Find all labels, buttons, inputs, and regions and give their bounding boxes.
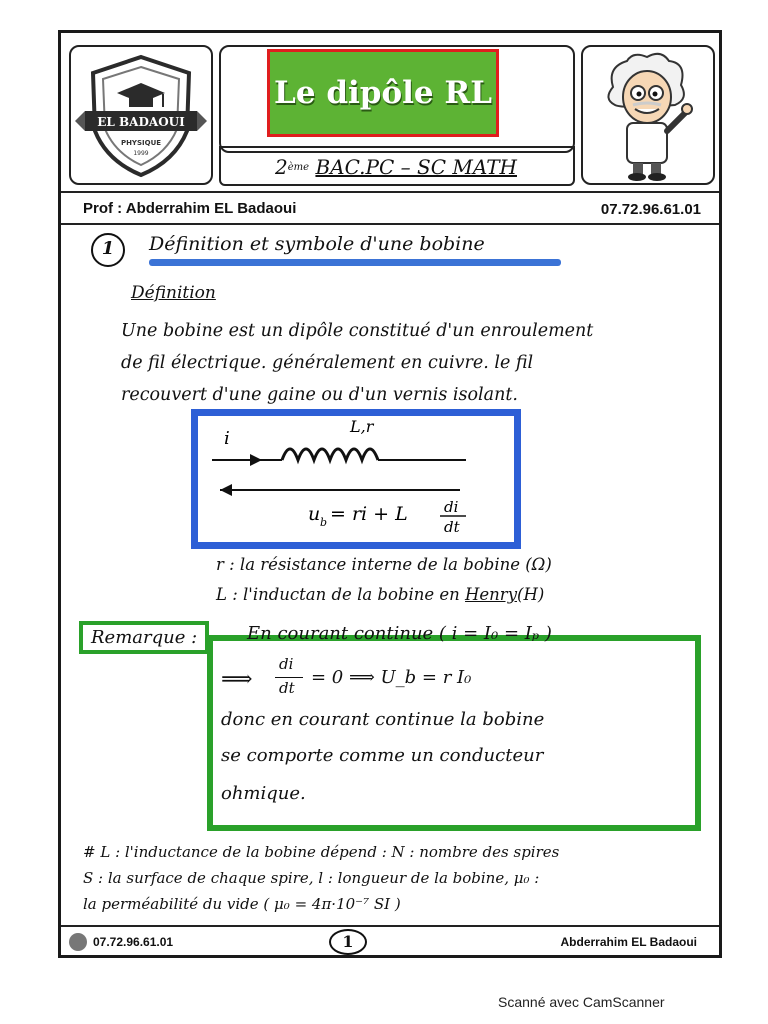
svg-text:u: u [308,503,321,525]
scientist-mascot-icon [583,47,713,183]
remark-tag: Remarque : [79,621,209,654]
remark-line-3: donc en courant continue la bobine [221,709,545,730]
document-page [58,30,722,958]
phone-number: 07.72.96.61.01 [600,201,701,218]
section-underline [149,259,561,266]
scanner-watermark: Scanné avec CamScanner [498,994,665,1010]
title-banner [267,49,499,137]
logo-frame [69,45,213,185]
note-line-1: # L : l'inductance de la bobine dépend : N : nombre des spires [83,843,560,861]
section-title: Définition et symbole d'une bobine [149,233,485,255]
remark-line-1: En courant continue ( i = I₀ = Iₚ ) [247,623,552,644]
note-line-3: la perméabilité du vide ( μ₀ = 4π·10⁻⁷ SI ) [83,895,401,913]
remark-line-2: ⟹ di dt = 0 ⟹ U_b = r I₀ [221,655,472,697]
svg-text:di: di [444,498,459,516]
level-label: 2 ème BAC.PC – SC MATH [275,155,517,179]
definition-line: Une bobine est un dipôle constitué d'un enroulement [121,321,594,341]
definition-line: de fil électrique. généralement en cuivre. le fil [121,353,534,373]
svg-text:b: b [320,516,328,529]
mascot-frame [581,45,715,185]
svg-text:EL BADAOUI: EL BADAOUI [97,115,185,129]
page-footer [61,925,719,957]
note-line-2: S : la surface de chaque spire, l : longueur de la bobine, μ₀ : [83,869,540,887]
svg-text:dt: dt [444,518,460,536]
page-title: Le dipôle RL [274,75,492,111]
svg-text:= ri + L: = ri + L [330,503,408,525]
whatsapp-icon [69,933,87,951]
definition-text [121,315,721,411]
svg-text:PHYSIQUE: PHYSIQUE [120,139,162,147]
legend-l: L : l'inductan de la bobine en Henry(H) [216,585,545,604]
professor-name: Prof : Abderrahim EL Badaoui [83,200,297,217]
section-number: 1 [91,233,125,267]
definition-line: recouvert d'une gaine ou d'un vernis isolant. [121,385,518,405]
school-shield-logo [71,47,211,183]
svg-text:i: i [224,428,230,449]
page-number: 1 [329,929,367,955]
svg-text:L,r: L,r [350,417,374,436]
remark-line-4: se comporte comme un conducteur [221,745,544,766]
svg-text:1999: 1999 [133,150,149,157]
info-bar [61,191,719,225]
definition-label: Définition [131,283,216,303]
coil-symbol-diagram [198,416,514,542]
footer-phone: 07.72.96.61.01 [93,935,174,949]
footer-author: Abderrahim EL Badaoui [560,935,697,949]
remark-line-5: ohmique. [221,783,306,804]
coil-symbol-frame [191,409,521,549]
legend-r: r : la résistance interne de la bobine (Ω) [216,555,552,574]
